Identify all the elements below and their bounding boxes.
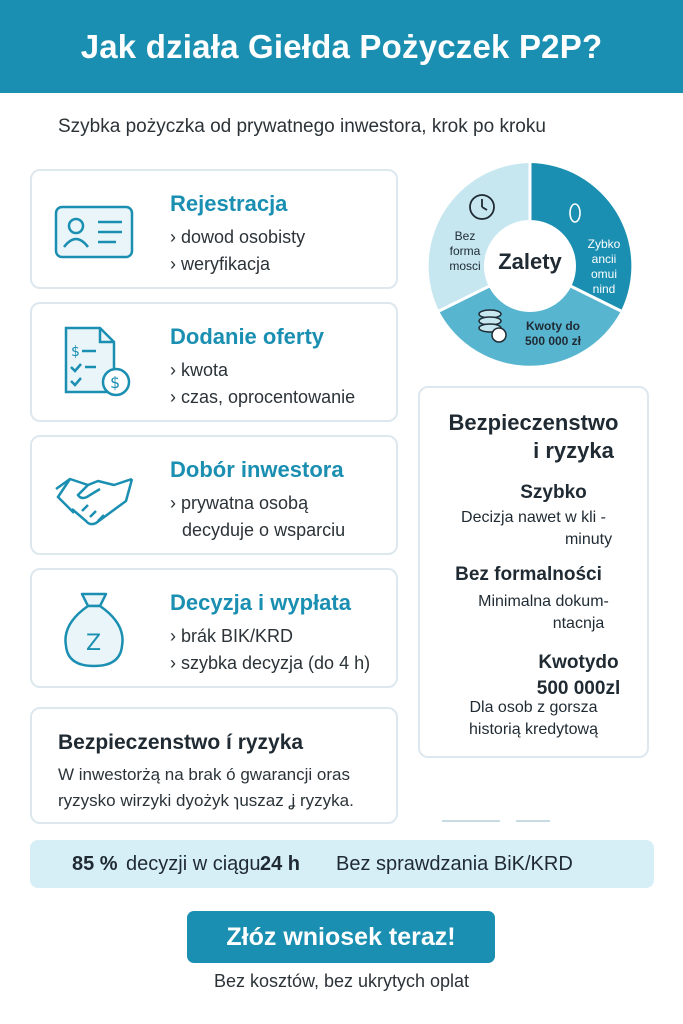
panel-heading: i ryzyka	[533, 438, 614, 463]
step-line: › prywatna osobą	[170, 493, 309, 513]
panel-item-title: Kwotydo 500 000zl	[536, 652, 621, 699]
step-card-decision	[30, 568, 398, 688]
money-bag-icon	[52, 588, 136, 672]
panel-item-title: Bez formalności	[455, 564, 602, 585]
step-line: › weryfikacja	[170, 254, 271, 274]
apply-now-button[interactable]: Złóz wniosek teraz!	[187, 911, 495, 963]
header-banner	[0, 0, 683, 93]
step-title: Dobór inwestora	[170, 457, 344, 482]
step-card-offer	[30, 302, 398, 422]
risk-text: ryzysko wirzyki dyożyk ɿuszaz ʝ ryzyka.	[58, 791, 354, 810]
panel-item-text: Minimalna dokum-	[478, 593, 609, 610]
panel-item-text: Dla osob z gorsza	[469, 699, 598, 716]
donut-segment-label: Bez forma mosci	[449, 229, 481, 273]
risk-text: W inwestorżą na brak ó gwarancji oras	[58, 765, 350, 784]
step-line: › kwota	[170, 360, 229, 380]
stat-no-check: Bez sprawdzania BiK/KRD	[336, 853, 573, 875]
step-card-registration	[30, 169, 398, 289]
step-title: Rejestracja	[170, 191, 288, 216]
stat-percent-text: decyzji w ciągu	[126, 853, 261, 875]
stats-bar	[30, 840, 654, 888]
risk-heading: Bezpieczenstwo í ryzyka	[58, 731, 304, 754]
step-line: decyduje o wsparciu	[182, 520, 346, 540]
donut-segment-label: Zybko ancii omui nind	[587, 237, 621, 296]
panel-item-text: Decizja nawet w kli -	[461, 509, 606, 526]
donut-center-label: Zalety	[498, 249, 562, 274]
svg-text:Z: Z	[86, 631, 102, 656]
step-title: Dodanie oferty	[170, 324, 325, 349]
panel-item-text: ntacnja	[552, 615, 605, 632]
document-money-icon	[52, 322, 136, 406]
handshake-icon	[52, 455, 136, 539]
panel-item-text: minuty	[564, 531, 613, 548]
risk-card	[30, 707, 398, 824]
step-line: › dowod osobisty	[170, 227, 306, 247]
donut-segment-label: Kwoty do 500 000 zł	[524, 319, 582, 348]
step-line: › brák BIK/KRD	[170, 626, 294, 646]
panel-heading: Bezpieczenstwo	[448, 410, 619, 435]
page-title: Jak działa Giełda Pożyczek P2P?	[80, 28, 603, 65]
divider	[442, 820, 500, 822]
stat-percent: 85 %	[72, 853, 118, 875]
panel-item-title: Szybko	[520, 482, 587, 503]
step-card-investor	[30, 435, 398, 555]
step-line: › czas, oprоcentowanie	[170, 387, 356, 407]
step-title: Decyzja i wypłata	[170, 590, 351, 615]
id-card-icon	[52, 189, 136, 273]
panel-item-text: historią kredytową	[469, 721, 598, 738]
svg-text:$: $	[71, 344, 80, 360]
page-subtitle: Szybka pożyczka od prywatnego inwestora, krok po kroku	[58, 116, 546, 137]
stat-hours: 24 h	[260, 853, 301, 875]
advantages-panel	[418, 386, 649, 758]
divider	[516, 820, 550, 822]
cta-note: Bez kosztów, bez ukrytych oplat	[213, 971, 470, 991]
advantages-donut	[427, 163, 633, 369]
svg-text:$: $	[110, 373, 121, 392]
step-line: › szybka decyzja (do 4 h)	[170, 653, 371, 673]
